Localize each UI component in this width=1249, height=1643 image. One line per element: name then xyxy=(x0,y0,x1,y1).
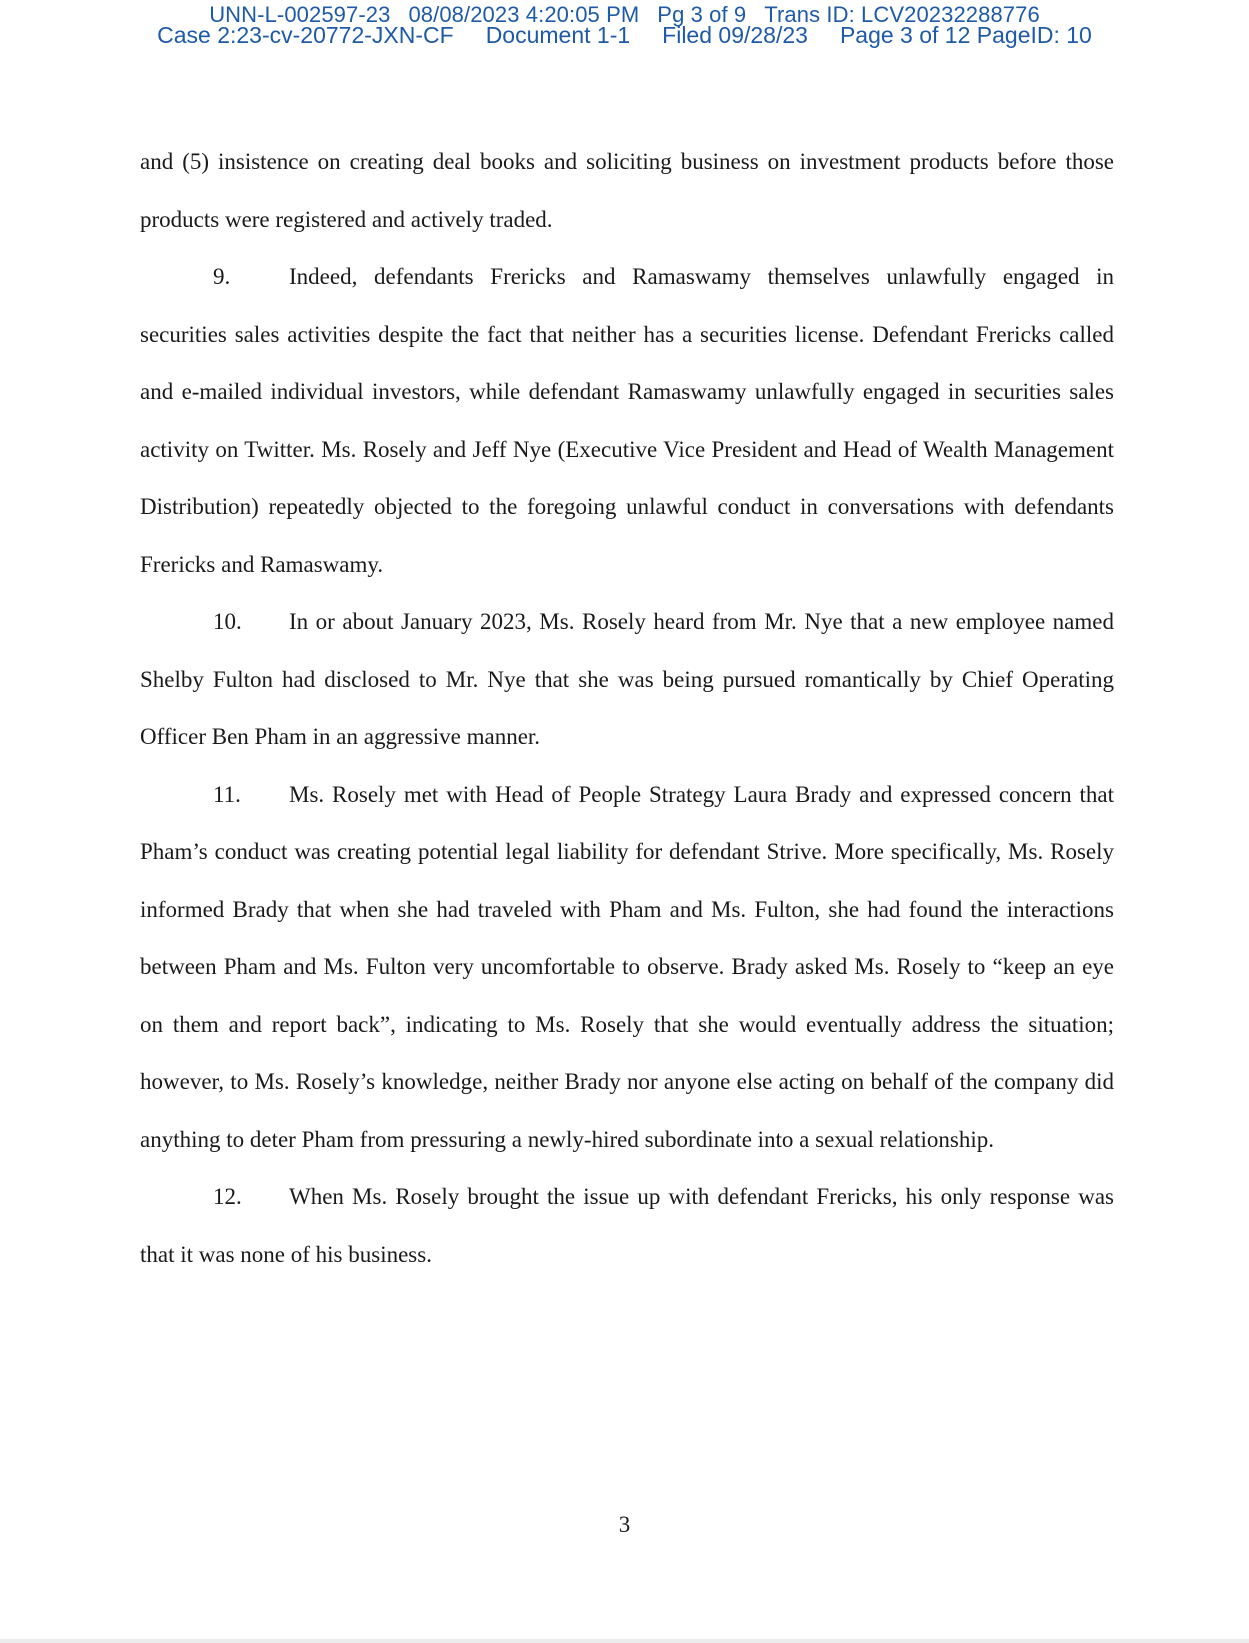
paragraph-number: 12. xyxy=(213,1184,242,1209)
paragraph-text: In or about January 2023, Ms. Rosely heard from Mr. Nye that a new employee named Shelby Fulton had disclosed to Mr. Nye that she was being pursued romantically by Chief Operating Officer Ben Pham in an aggressive manner. xyxy=(140,609,1114,749)
paragraph-number: 9. xyxy=(213,264,231,289)
paragraph-text: When Ms. Rosely brought the issue up with defendant Frericks, his only response was that it was none of his business. xyxy=(140,1184,1114,1267)
continuation-paragraph: and (5) insistence on creating deal books and soliciting business on investment products before those products were registered and actively traded. xyxy=(140,149,1114,232)
document-number: Document 1-1 xyxy=(485,22,631,48)
paragraph-12 xyxy=(140,1168,1114,1283)
paragraph-text: Ms. Rosely met with Head of People Strategy Laura Brady and expressed concern that Pham’s conduct was creating potential legal liability for defendant Strive. More specifically, Ms. Rosely informed Brady that when she had traveled with Pham and Ms. Fulton, she had found the interactions between Pham and Ms. Fulton very uncomfortable to observe. Brady asked Ms. Rosely to “keep an eye on them and report back”, indicating to Ms. Rosely that she would eventually address the situation; however, to Ms. Rosely’s knowledge, neither Brady nor anyone else acting on behalf of the company did anything to deter Pham from pressuring a newly-hired subordinate into a sexual relationship. xyxy=(140,781,1114,1152)
docket-number: UNN-L-002597-23 xyxy=(209,2,391,27)
paragraph-text: Indeed, defendants Frericks and Ramaswamy themselves unlawfully engaged in securities sales activities despite the fact that neither has a securities license. Defendant Frericks called and e-mailed individual investors, while defendant Ramaswamy unlawfully engaged in securities sales activity on Twitter. Ms. Rosely and Jeff Nye (Executive Vice President and Head of Wealth Management Distribution) repeatedly objected to the foregoing unlawful conduct in conversations with defendants Frericks and Ramaswamy. xyxy=(140,264,1114,577)
page-bottom-edge xyxy=(0,1639,1249,1643)
paragraph-number: 10. xyxy=(213,609,242,634)
paragraph-number: 11. xyxy=(213,781,241,807)
case-number: Case 2:23-cv-20772-JXN-CF xyxy=(157,22,454,48)
filed-date: Filed 09/28/23 xyxy=(662,22,808,48)
court-filing-stamp-line-2 xyxy=(0,22,1249,48)
transaction-id: Trans ID: LCV20232288776 xyxy=(764,2,1040,27)
paragraph-10 xyxy=(140,593,1114,766)
document-body xyxy=(140,133,1114,1283)
filing-datetime: 08/08/2023 4:20:05 PM xyxy=(408,2,640,27)
paragraph-11 xyxy=(140,766,1114,1169)
page-count: Pg 3 of 9 xyxy=(657,2,747,27)
page-id-info: Page 3 of 12 PageID: 10 xyxy=(839,22,1092,48)
paragraph-9 xyxy=(140,248,1114,593)
page-number: 3 xyxy=(618,1512,631,1537)
